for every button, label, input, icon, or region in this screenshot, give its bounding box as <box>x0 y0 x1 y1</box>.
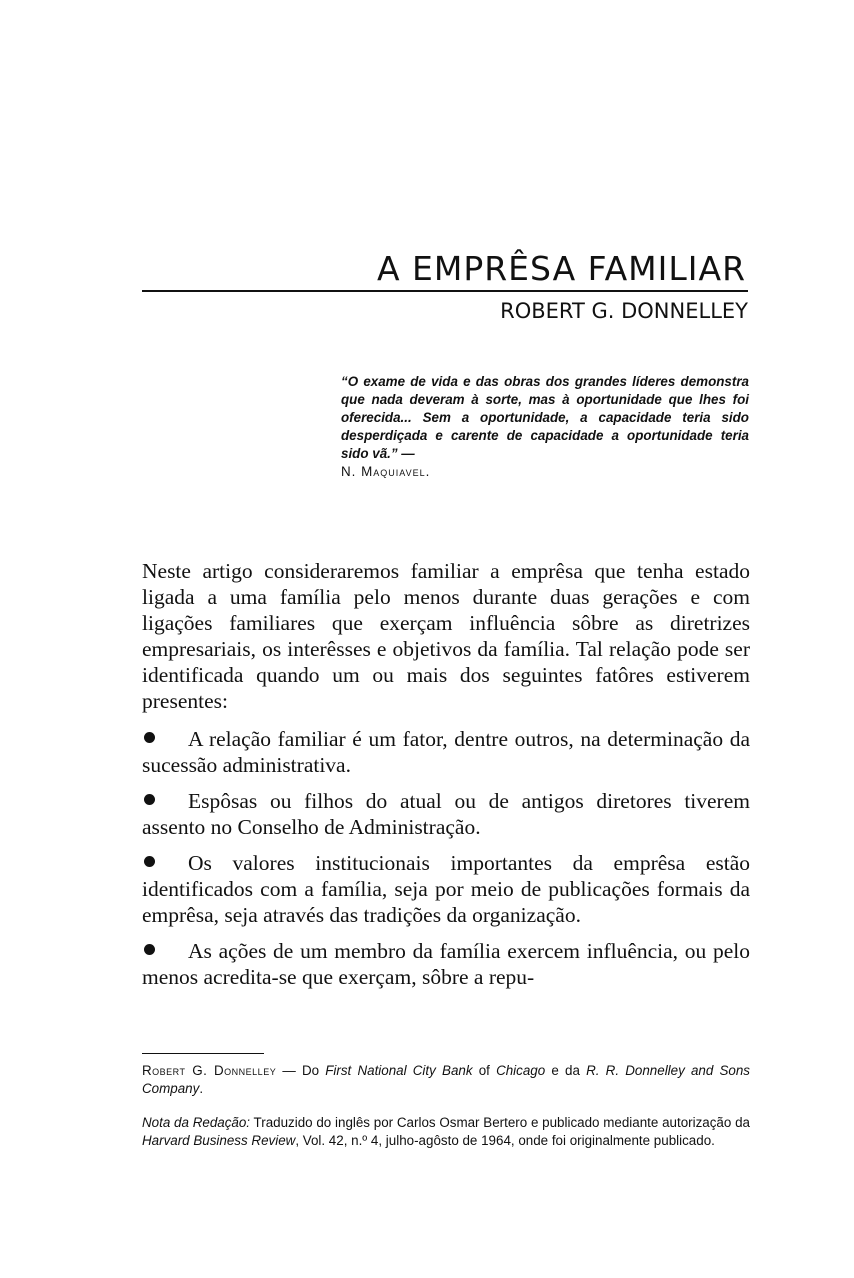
editor-note-text: Traduzido do inglês por Carlos Osmar Bertero e publicado mediante autorização da <box>250 1115 750 1130</box>
article-title: A EMPRÊSA FAMILIAR <box>376 249 746 288</box>
epigraph-quote: “O exame de vida e das obras dos grandes líderes demonstra que nada deveram à sorte, mas à oportunidade que lhes foi oferecida... Sem a oportunidade, a capacidade teria sido desperdiçada e carente de capacidade a oportunidade teria sido vã.” — <box>341 374 749 461</box>
editor-note-label: Nota da Redação: <box>142 1115 251 1130</box>
list-item-text: A relação familiar é um fator, dentre outros, na determinação da sucessão administrativa. <box>142 727 750 777</box>
epigraph <box>341 373 749 481</box>
list-item <box>142 850 750 928</box>
footnote-company: R. R. Donnelley and Sons Company <box>142 1063 751 1096</box>
editor-note <box>142 1114 750 1149</box>
footnote-text: — Do <box>276 1063 326 1078</box>
list-item <box>142 938 750 990</box>
author-footnote <box>142 1062 750 1097</box>
footnote-rule <box>142 1053 264 1054</box>
footnote-text: of <box>472 1063 497 1078</box>
epigraph-attribution: N. Maquiavel. <box>341 464 431 479</box>
intro-paragraph: Neste artigo consideraremos familiar a emprêsa que tenha estado ligada a uma família pelo menos durante duas gerações e com ligações familiares que exerçam influência sôbre as diretrizes empresariais, os interêsses e objetivos da família. Tal relação pode ser identificada quando um ou mais dos seguintes fatôres estiverem presentes: <box>142 559 750 713</box>
footnote-author-name: Robert G. Donnelley <box>142 1063 277 1078</box>
footnote-bank: First National City Bank <box>325 1063 473 1078</box>
list-item <box>142 788 750 840</box>
article-author: ROBERT G. DONNELLEY <box>500 299 748 323</box>
title-rule <box>142 290 748 292</box>
footnote-text: e da <box>545 1063 587 1078</box>
editor-note-journal: Harvard Business Review <box>142 1132 296 1148</box>
article-body <box>142 558 750 1000</box>
footnote-city: Chicago <box>496 1063 546 1078</box>
footnote-text: . <box>199 1080 204 1096</box>
editor-note-text: , Vol. 42, n.º 4, julho-agôsto de 1964, onde foi originalmente publicado. <box>295 1132 715 1148</box>
list-item-text: As ações de um membro da família exercem influência, ou pelo menos acredita-se que exerçam, sôbre a repu- <box>142 939 750 989</box>
list-item-text: Espôsas ou filhos do atual ou de antigos diretores tiverem assento no Conselho de Administração. <box>142 789 750 839</box>
list-item <box>142 726 750 778</box>
list-item-text: Os valores institucionais importantes da emprêsa estão identificados com a família, seja por meio de publicações formais da emprêsa, seja através das tradições da organização. <box>142 851 750 927</box>
